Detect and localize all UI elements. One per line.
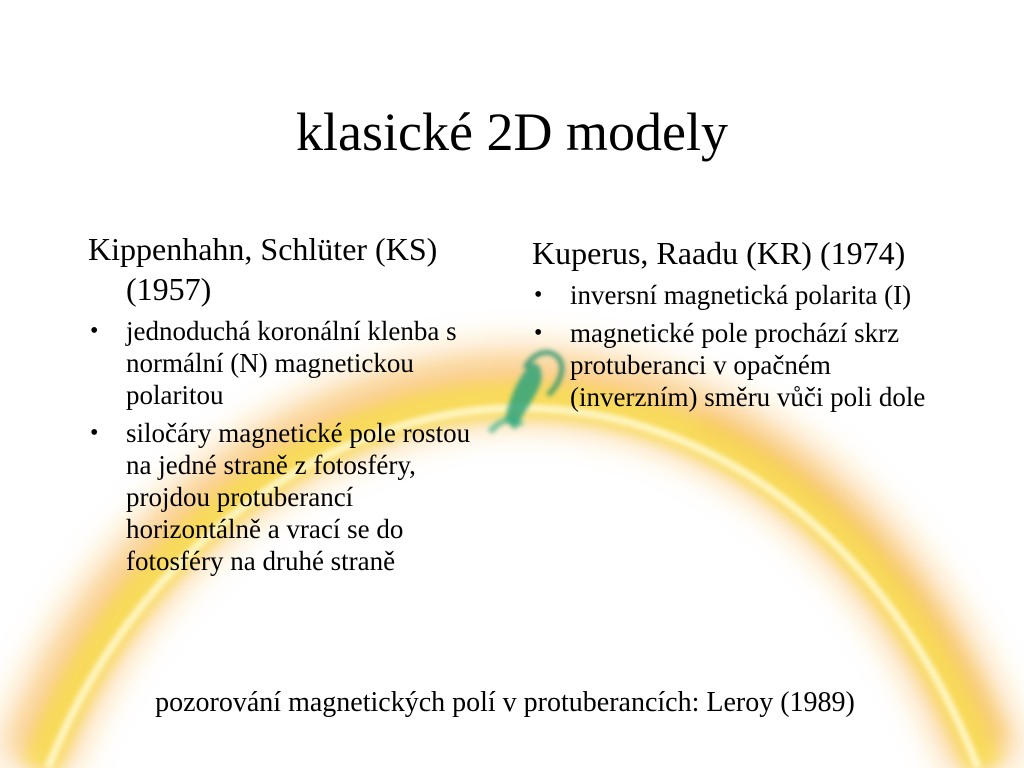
footer-reference: pozorování magnetických polí v protuberancích: Leroy (1989) xyxy=(155,687,855,718)
bullet-icon: • xyxy=(90,318,99,344)
list-item xyxy=(532,279,932,311)
bullet-icon: • xyxy=(534,320,543,346)
left-column xyxy=(88,229,488,583)
bullet-icon: • xyxy=(90,420,99,446)
right-column-heading: Kuperus, Raadu (KR) (1974) xyxy=(532,235,906,271)
bullet-text: siločáry magnetické pole rostou na jedné straně z fotosféry, projdou protuberancí horizontálně a vrací se do fotosféry na druhé straně xyxy=(126,418,471,576)
list-item xyxy=(532,317,932,413)
slide-title: klasické 2D modely xyxy=(296,102,728,162)
left-bullet-list xyxy=(88,315,488,577)
left-column-heading: Kippenhahn, Schlüter (KS) (1957) xyxy=(88,231,438,307)
bullet-icon: • xyxy=(534,282,543,308)
list-item xyxy=(88,417,488,577)
bullet-text: inversní magnetická polarita (I) xyxy=(570,280,912,310)
right-column xyxy=(532,233,932,419)
right-bullet-list xyxy=(532,279,932,413)
bullet-text: jednoduchá koronální klenba s normální (N) magnetickou polaritou xyxy=(126,316,457,410)
list-item xyxy=(88,315,488,411)
bullet-text: magnetické pole prochází skrz protuberanci v opačném (inverzním) směru vůči poli dole xyxy=(570,318,926,412)
